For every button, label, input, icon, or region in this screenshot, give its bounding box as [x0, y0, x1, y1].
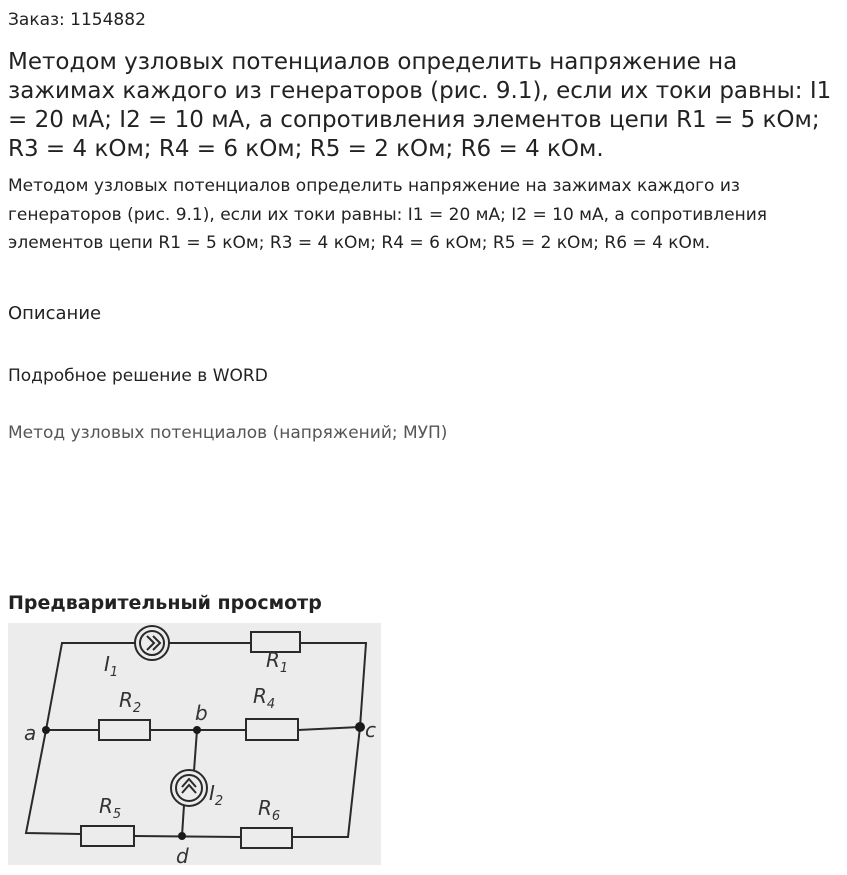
resistor-r2	[99, 720, 150, 740]
node-a-dot	[42, 726, 50, 734]
label-r5: $R_5$	[99, 794, 122, 822]
description-label: Описание	[8, 303, 102, 324]
preview-title: Предварительный просмотр	[8, 592, 322, 614]
node-c-dot	[355, 722, 365, 732]
task-heading: Методом узловых потенциалов определить напряжение на зажимах каждого из генераторов (рис. 9.1), если их токи равны: I1 = 20 мА; I2 = 10 мА, а сопротивления элементов цепи R1 = 5 кОм; R3 = 4 кОм; R4 = 6 кОм; R5 = 2 кОм; R6 = 4 кОм.	[8, 49, 832, 162]
label-r2: $R_2$	[119, 688, 142, 716]
label-r1: $R_1$	[266, 648, 289, 676]
task-description: Методом узловых потенциалов определить напряжение на зажимах каждого из генераторов (рис. 9.1), если их токи равны: I1 = 20 мА; I2 = 10 мА, а сопротивления элементов цепи R1 = 5 кОм; R3 = 4 кОм; R4 = 6 кОм; R5 = 2 кОм; R6 = 4 кОм.	[8, 176, 767, 253]
node-d-dot	[178, 832, 186, 840]
label-i2: $I_2$	[209, 781, 224, 809]
resistor-r6	[241, 828, 292, 848]
solution-format: Подробное решение в WORD	[8, 366, 268, 386]
method-category-link[interactable]: Метод узловых потенциалов (напряжений; МУП)	[8, 423, 448, 443]
label-r4: $R_4$	[253, 684, 276, 712]
current-source-i1	[135, 626, 169, 660]
order-number: Заказ: 1154882	[8, 10, 146, 30]
circuit-diagram-image	[8, 623, 381, 865]
label-node-a: a	[24, 721, 37, 745]
current-source-i2	[171, 770, 207, 806]
label-node-b: b	[195, 701, 208, 725]
circuit-diagram	[8, 623, 381, 865]
label-node-d: d	[176, 844, 189, 865]
label-i1: $I_1$	[104, 652, 119, 680]
resistor-r4	[246, 719, 298, 740]
node-b-dot	[193, 726, 201, 734]
label-r6: $R_6$	[258, 796, 281, 824]
resistor-r5	[81, 826, 134, 846]
label-node-c: c	[365, 718, 376, 742]
